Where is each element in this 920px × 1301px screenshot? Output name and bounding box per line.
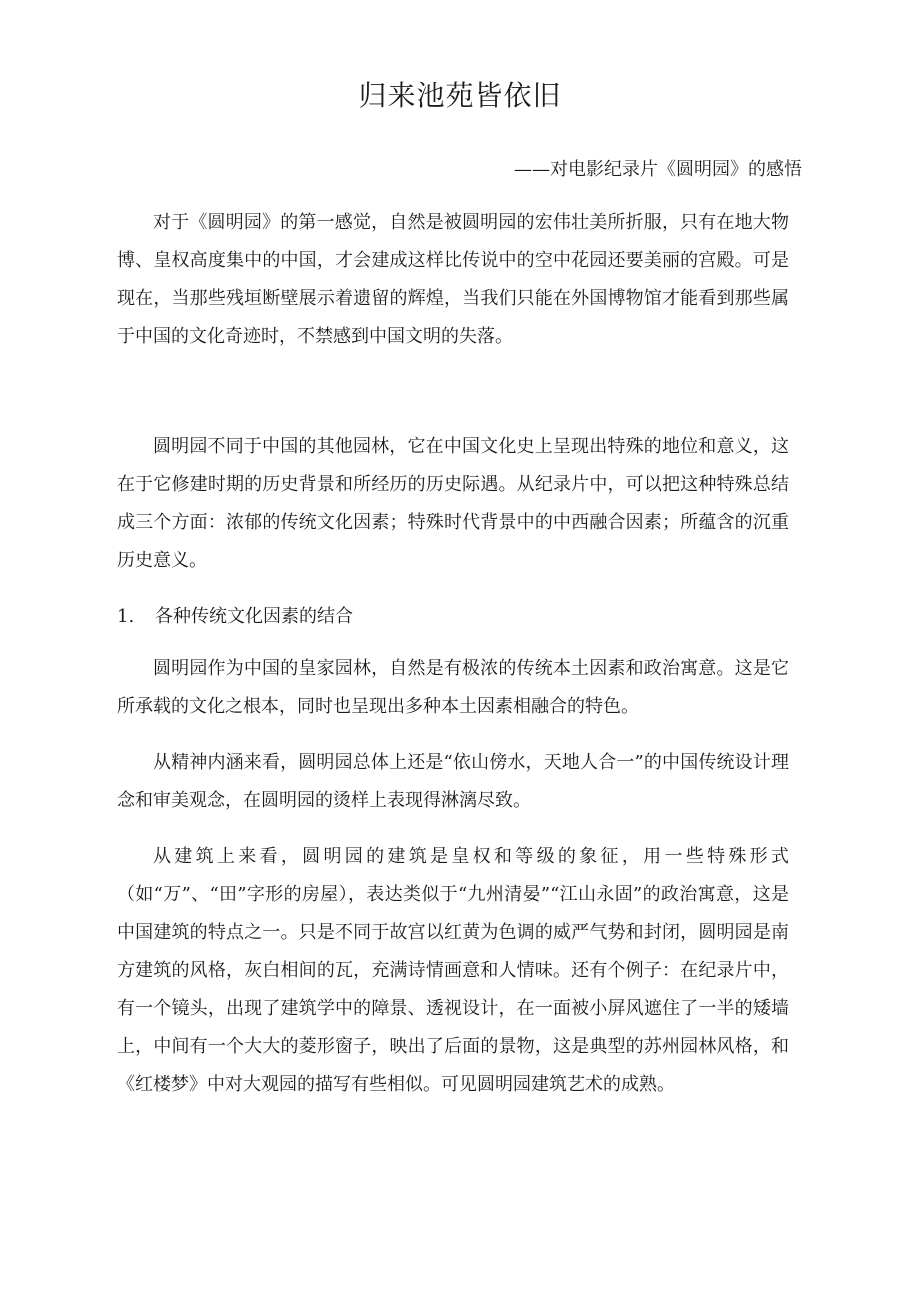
paragraph-2: 圆明园不同于中国的其他园林，它在中国文化史上呈现出特殊的地位和意义，这在于它修建时期的历史背景和所经历的历史际遇。从纪录片中，可以把这种特殊总结成三个方面：浓郁的传统文化因素；特殊时代背景中的中西融合因素；所蕴含的沉重历史意义。 [117, 436, 789, 571]
section-heading-1 [117, 598, 789, 636]
paragraph-1: 对于《圆明园》的第一感觉，自然是被圆明园的宏伟壮美所折服，只有在地大物博、皇权高度集中的中国，才会建成这样比传说中的空中花园还要美丽的宫殿。可是现在，当那些残垣断壁展示着遗留的辉煌，当我们只能在外国博物馆才能看到那些属于中国的文化奇迹时，不禁感到中国文明的失落。 [117, 212, 789, 347]
document-subtitle: ——对电影纪录片《圆明园》的感悟 [514, 159, 802, 180]
section-number: 1. [117, 606, 135, 627]
paragraph-3: 圆明园作为中国的皇家园林，自然是有极浓的传统本土因素和政治寓意。这是它所承载的文化之根本，同时也呈现出多种本土因素相融合的特色。 [117, 658, 789, 717]
paragraph-5: 从建筑上来看，圆明园的建筑是皇权和等级的象征，用一些特殊形式（如“万”、“田”字形的房屋），表达类似于“九州清晏”“江山永固”的政治寓意，这是中国建筑的特点之一。只是不同于故宫以红黄为色调的威严气势和封闭，圆明园是南方建筑的风格，灰白相间的瓦，充满诗情画意和人情味。还有个例子：在纪录片中，有一个镜头，出现了建筑学中的障景、透视设计，在一面被小屏风遮住了一半的矮墙上，中间有一个大大的菱形窗子，映出了后面的景物，这是典型的苏州园林风格，和《红楼梦》中对大观园的描写有些相似。可见圆明园建筑艺术的成熟。 [117, 846, 789, 1095]
paragraph-4: 从精神内涵来看，圆明园总体上还是“依山傍水，天地人合一”的中国传统设计理念和审美观念，在圆明园的烫样上表现得淋漓尽致。 [117, 752, 789, 811]
section-heading-text: 各种传统文化因素的结合 [155, 606, 353, 627]
document-title: 归来池苑皆依旧 [358, 79, 562, 112]
